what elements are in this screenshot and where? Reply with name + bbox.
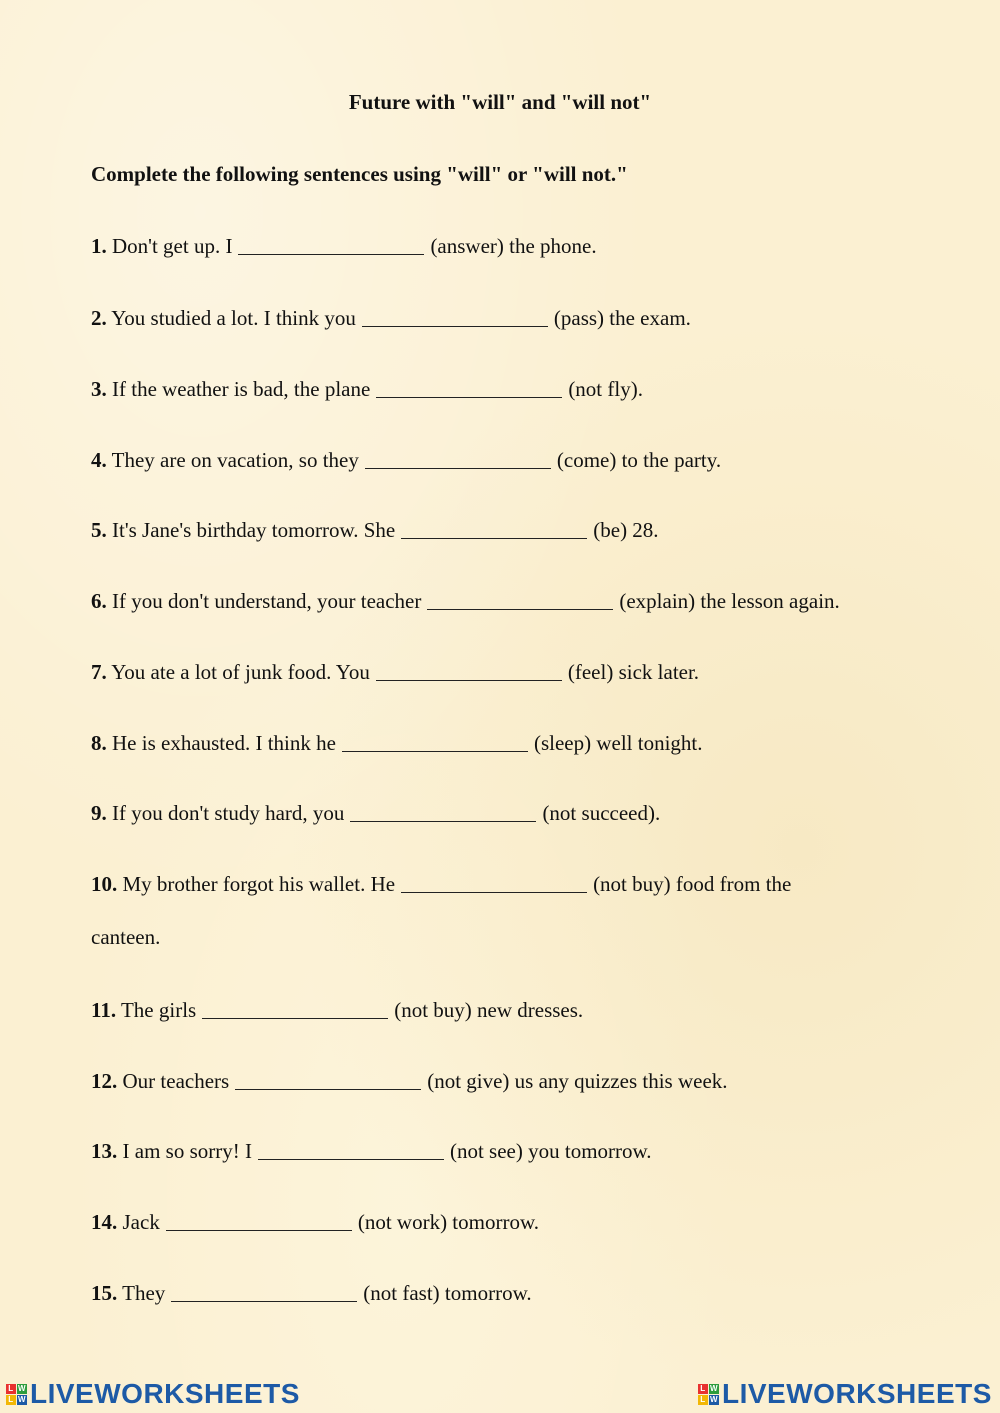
- answer-blank[interactable]: [342, 730, 528, 752]
- question-text-after: (pass) the exam.: [553, 306, 691, 330]
- question-number: 8.: [91, 731, 107, 755]
- question-10: [91, 869, 791, 897]
- question-text-after: (feel) sick later.: [567, 660, 700, 684]
- question-text-after: (not see) you tomorrow.: [449, 1139, 652, 1163]
- question-11: [91, 995, 583, 1023]
- question-number: 4.: [91, 448, 107, 472]
- question-text-after: (not fast) tomorrow.: [363, 1281, 532, 1305]
- question-number: 14.: [91, 1210, 118, 1234]
- question-text-before: He is exhausted. I think he: [112, 731, 336, 755]
- liveworksheets-logo-text: LIVEWORKSHEETS: [722, 1378, 992, 1409]
- question-7: [91, 657, 699, 685]
- question-number: 7.: [91, 660, 107, 684]
- question-text-after: (come) to the party.: [556, 448, 722, 472]
- question-text-before: The girls: [120, 998, 197, 1022]
- question-text-before: Don't get up. I: [112, 234, 233, 258]
- liveworksheets-logo-icon: L W L W: [698, 1384, 719, 1405]
- question-text-before: You studied a lot. I think you: [111, 306, 356, 330]
- question-text-after: (sleep) well tonight.: [533, 731, 703, 755]
- answer-blank[interactable]: [401, 517, 587, 539]
- question-text-after: (not fly).: [568, 377, 643, 401]
- question-8: [91, 728, 703, 756]
- question-text-before: It's Jane's birthday tomorrow. She: [112, 518, 396, 542]
- answer-blank[interactable]: [235, 1068, 421, 1090]
- question-9: [91, 798, 660, 826]
- question-13: [91, 1136, 652, 1164]
- liveworksheets-logo-text: LIVEWORKSHEETS: [30, 1378, 300, 1409]
- answer-blank[interactable]: [350, 800, 536, 822]
- question-text-before: If the weather is bad, the plane: [112, 377, 371, 401]
- question-text-before: Jack: [122, 1210, 160, 1234]
- question-number: 6.: [91, 589, 107, 613]
- answer-blank[interactable]: [376, 659, 562, 681]
- question-text-after: (answer) the phone.: [430, 234, 597, 258]
- question-text-after: (not succeed).: [542, 801, 661, 825]
- question-text-after: (be) 28.: [593, 518, 659, 542]
- question-text-after: (not give) us any quizzes this week.: [427, 1069, 728, 1093]
- question-text-before: If you don't understand, your teacher: [112, 589, 422, 613]
- question-1: [91, 231, 597, 259]
- instructions: Complete the following sentences using "will" or "will not.": [91, 162, 628, 186]
- question-text-before: They are on vacation, so they: [111, 448, 359, 472]
- question-text-before: If you don't study hard, you: [112, 801, 345, 825]
- question-6: [91, 586, 840, 614]
- question-text-before: I am so sorry! I: [122, 1139, 252, 1163]
- question-5: [91, 515, 659, 543]
- question-text-before: Our teachers: [122, 1069, 230, 1093]
- question-text-before: You ate a lot of junk food. You: [111, 660, 370, 684]
- question-number: 9.: [91, 801, 107, 825]
- liveworksheets-logo-icon: L W L W: [6, 1384, 27, 1405]
- question-number: 15.: [91, 1281, 118, 1305]
- question-number: 1.: [91, 234, 107, 258]
- question-14: [91, 1207, 539, 1235]
- answer-blank[interactable]: [376, 376, 562, 398]
- question-text-after: (explain) the lesson again.: [619, 589, 840, 613]
- question-number: 10.: [91, 872, 118, 896]
- question-10-continuation: canteen.: [91, 925, 161, 949]
- question-text-before: They: [122, 1281, 166, 1305]
- answer-blank[interactable]: [401, 871, 587, 893]
- question-3: [91, 374, 643, 402]
- question-text-after: (not buy) new dresses.: [394, 998, 584, 1022]
- page-title: Future with "will" and "will not": [348, 90, 652, 114]
- question-number: 5.: [91, 518, 107, 542]
- question-12: [91, 1066, 728, 1094]
- liveworksheets-logo[interactable]: [6, 1379, 300, 1409]
- question-15: [91, 1278, 532, 1306]
- question-text-after: (not buy) food from the: [593, 872, 792, 896]
- question-4: [91, 445, 721, 473]
- liveworksheets-logo[interactable]: [698, 1379, 992, 1409]
- question-text-after: (not work) tomorrow.: [357, 1210, 540, 1234]
- answer-blank[interactable]: [258, 1138, 444, 1160]
- answer-blank[interactable]: [238, 233, 424, 255]
- answer-blank[interactable]: [362, 305, 548, 327]
- answer-blank[interactable]: [427, 588, 613, 610]
- question-number: 12.: [91, 1069, 118, 1093]
- question-number: 3.: [91, 377, 107, 401]
- answer-blank[interactable]: [202, 997, 388, 1019]
- answer-blank[interactable]: [365, 447, 551, 469]
- answer-blank[interactable]: [166, 1209, 352, 1231]
- question-number: 13.: [91, 1139, 118, 1163]
- question-number: 2.: [91, 306, 107, 330]
- question-2: [91, 303, 691, 331]
- question-number: 11.: [91, 998, 117, 1022]
- answer-blank[interactable]: [171, 1280, 357, 1302]
- question-text-before: My brother forgot his wallet. He: [122, 872, 396, 896]
